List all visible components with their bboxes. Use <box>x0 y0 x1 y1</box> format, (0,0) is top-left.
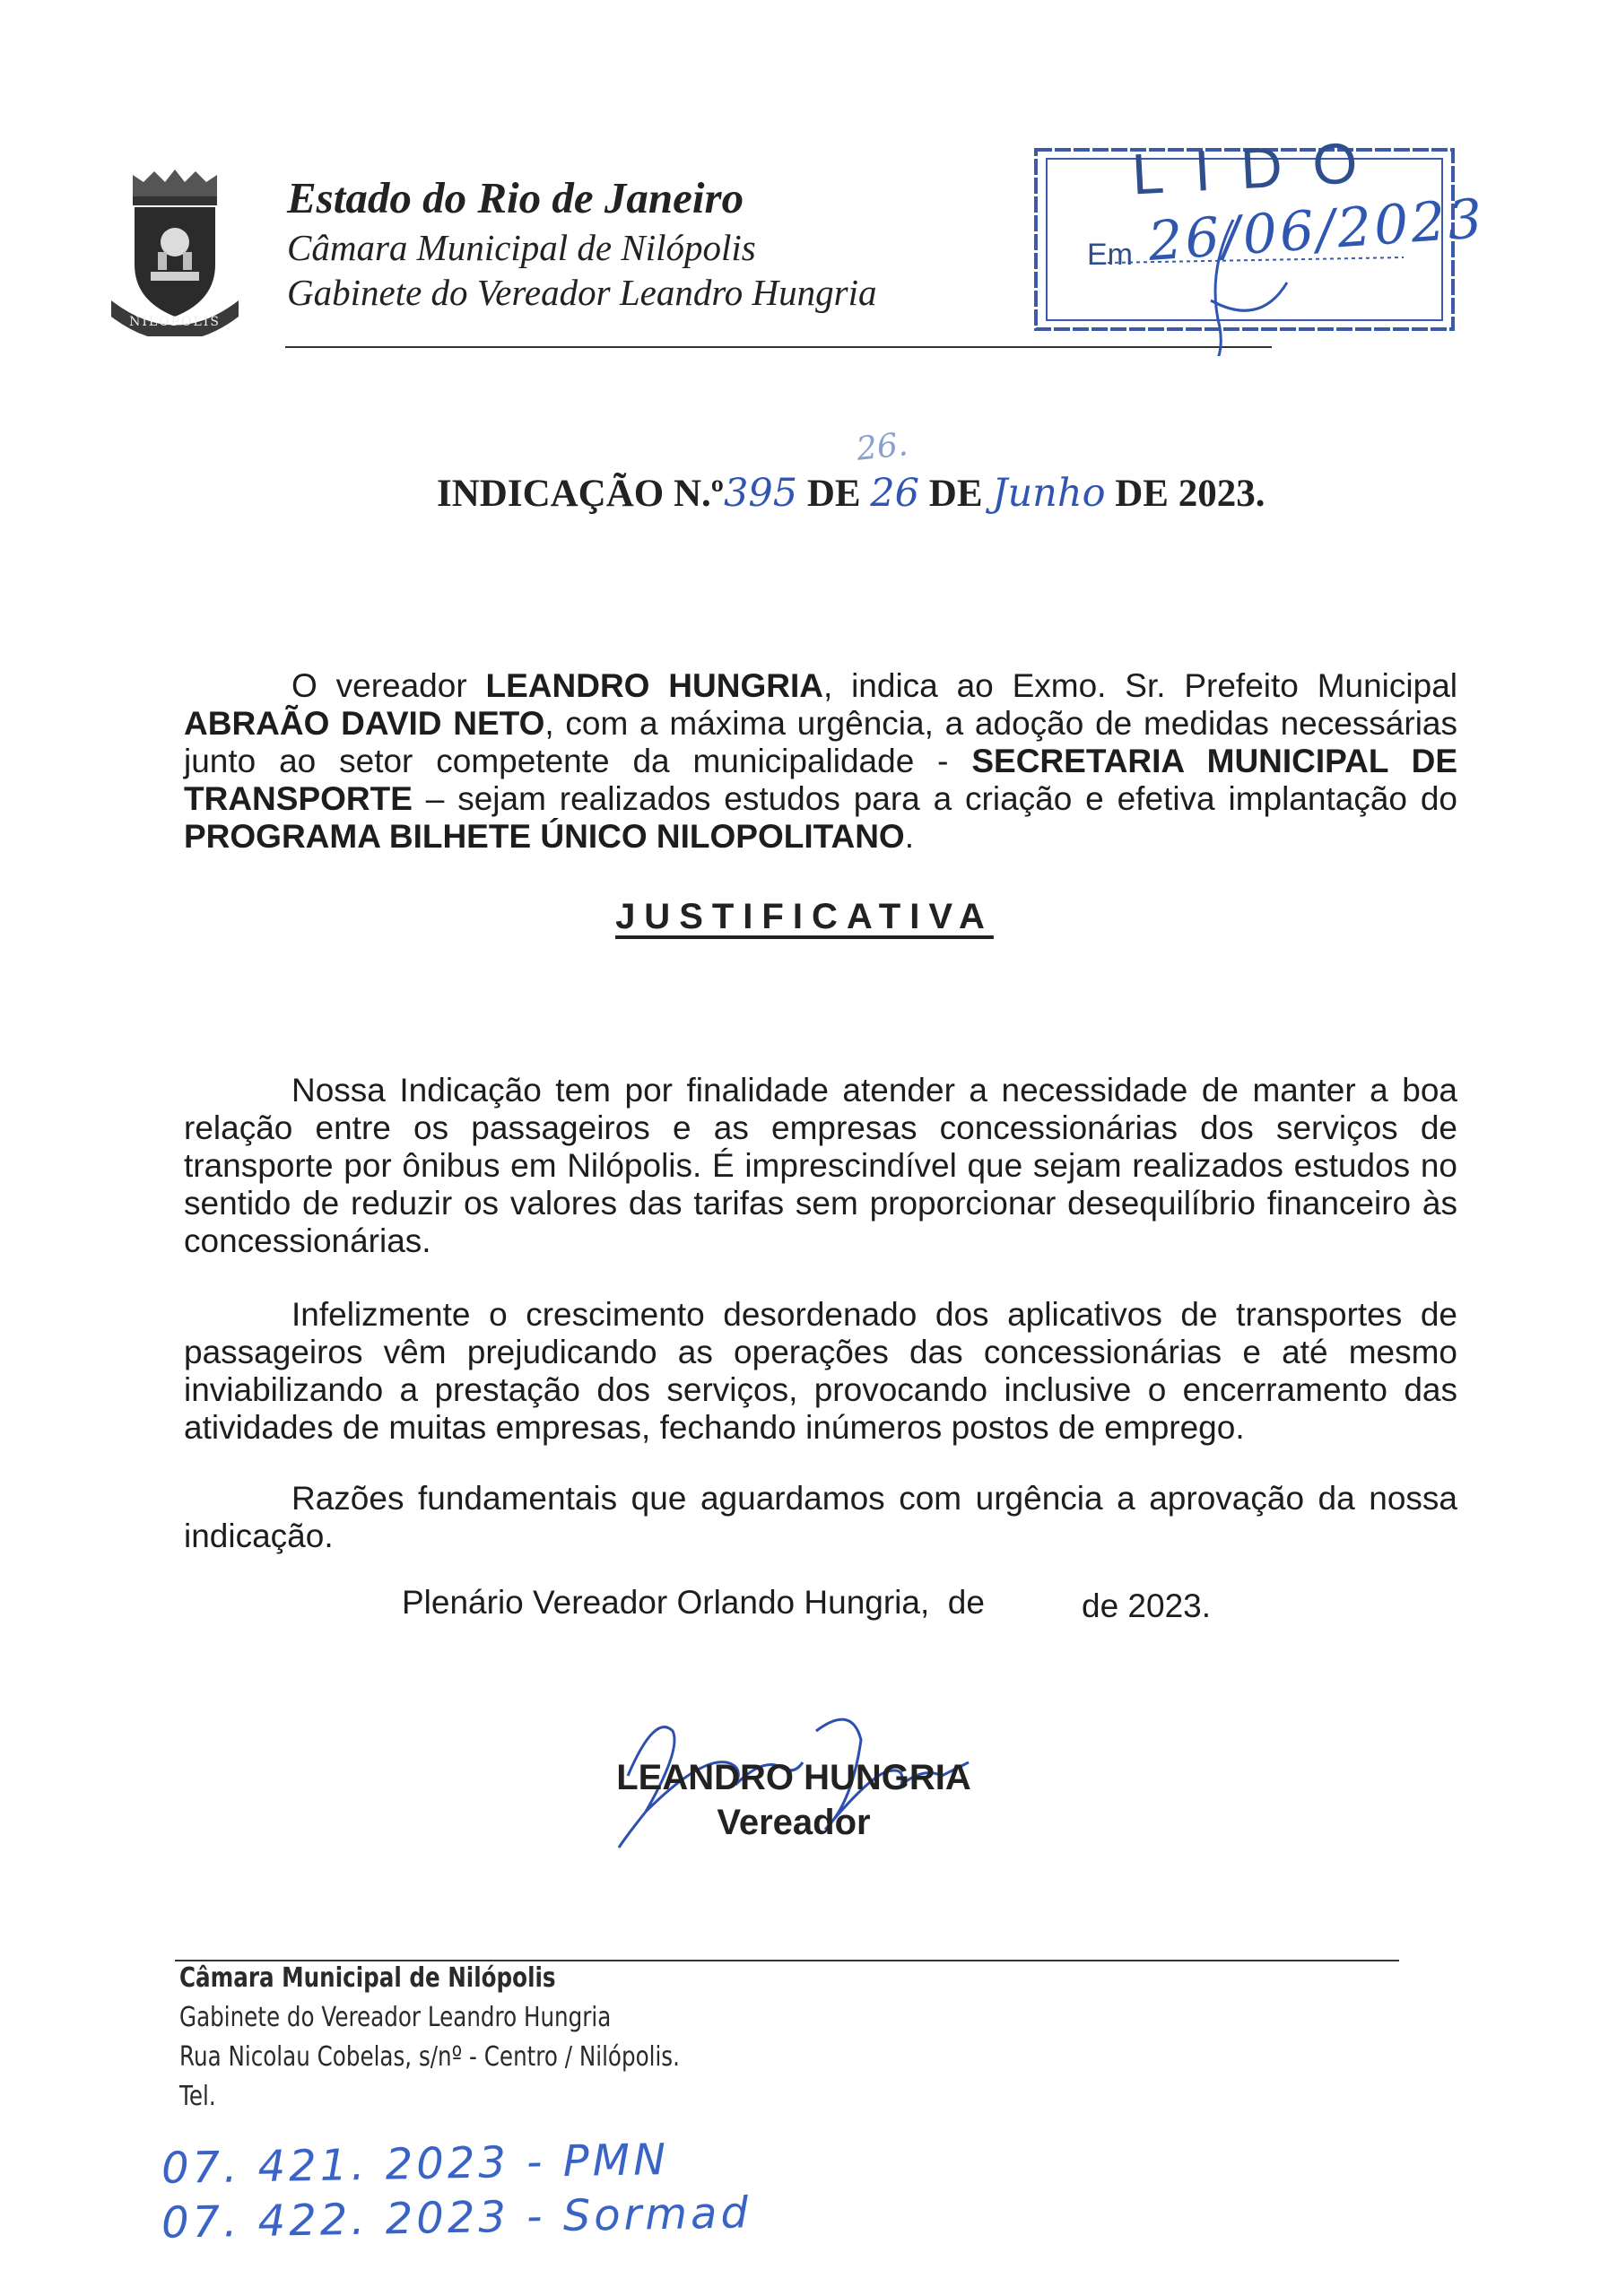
stamp-em-label: Em <box>1087 238 1133 272</box>
justification-paragraph-2: Infelizmente o crescimento desordenado dos aplicativos de transportes de passageiros vêm prejudicando as operações das concessionárias e até mesmo inviabilizando a prestação dos serviços, provocando inclusive o encerramento das atividades de muitas empresas, fechando inúmeros postos de emprego. <box>184 1296 1457 1446</box>
justification-heading: JUSTIFICATIVA <box>615 897 994 936</box>
document-title <box>437 471 1265 516</box>
place-year: de 2023. <box>1082 1587 1212 1624</box>
footer-divider <box>175 1960 1399 1961</box>
secretariat-name: SECRETARIA MUNICIPAL DE TRANSPORTE <box>184 743 1458 817</box>
p1-part2: , indica ao Exmo. Sr. Prefeito Municipal <box>822 667 1467 704</box>
handwritten-protocol-note-1: 07. 421. 2023 - PMN <box>161 2135 670 2194</box>
councilor-name: LEANDRO HUNGRIA <box>485 667 823 704</box>
program-name: PROGRAMA BILHETE ÚNICO NILOPOLITANO <box>184 818 905 855</box>
stamp-date: 26/06/2023 <box>1146 187 1487 274</box>
handwritten-protocol-note-2: 07. 422. 2023 - Sormad <box>161 2187 752 2248</box>
stamp-word: LIDO <box>1130 128 1390 207</box>
title-number: 395 <box>723 471 798 516</box>
title-de-2: DE <box>919 473 993 515</box>
title-day: 26 <box>870 471 920 516</box>
p1-part3: , com a máxima urgência, a adoção de medidas necessárias junto ao setor competente da municipalidade - <box>184 705 1467 779</box>
p1-part1: O vereador <box>291 667 486 704</box>
p1-part5: . <box>904 818 914 855</box>
p1-part4: – sejam realizados estudos para a criação e efetiva implantação do <box>412 780 1467 817</box>
footer-office: Gabinete do Vereador Leandro Hungria <box>179 2002 612 2033</box>
municipal-crest-emblem <box>108 166 242 336</box>
title-annotation: 26. <box>855 426 910 468</box>
signer-name: LEANDRO HUNGRIA <box>616 1758 971 1797</box>
justification-paragraph-1: Nossa Indicação tem por finalidade atender a necessidade de manter a boa relação entre os passageiros e as empresas concessionárias dos serviços de transporte por ônibus em Nilópolis. É imprescindível que sejam realizados estudos no sentido de reduzir os valores das tarifas sem proporcionar desequilíbrio financeiro às concessionárias. <box>184 1072 1457 1259</box>
place-date-line: Plenário Vereador Orlando Hungria, de <box>402 1584 985 1621</box>
footer-address: Rua Nicolau Cobelas, s/nº - Centro / Nilópolis. <box>179 2041 680 2073</box>
mayor-name: ABRAÃO DAVID NETO <box>184 705 545 742</box>
title-month: Junho <box>992 471 1106 516</box>
footer-phone: Tel. <box>179 2081 216 2112</box>
crest-ribbon-text: NILOPOLIS <box>129 315 221 329</box>
indication-paragraph <box>184 667 1467 856</box>
title-de-1: DE <box>797 473 871 515</box>
header-chamber: Câmara Municipal de Nilópolis <box>287 227 756 268</box>
header-state: Estado do Rio de Janeiro <box>287 173 744 222</box>
title-prefix: INDICAÇÃO N.º <box>437 473 724 515</box>
footer-chamber: Câmara Municipal de Nilópolis <box>179 1962 556 1994</box>
signer-role: Vereador <box>717 1803 871 1842</box>
justification-paragraph-3: Razões fundamentais que aguardamos com urgência a aprovação da nossa indicação. <box>184 1480 1457 1554</box>
header-office: Gabinete do Vereador Leandro Hungria <box>287 272 877 313</box>
title-de-3: DE 2023. <box>1105 473 1265 515</box>
